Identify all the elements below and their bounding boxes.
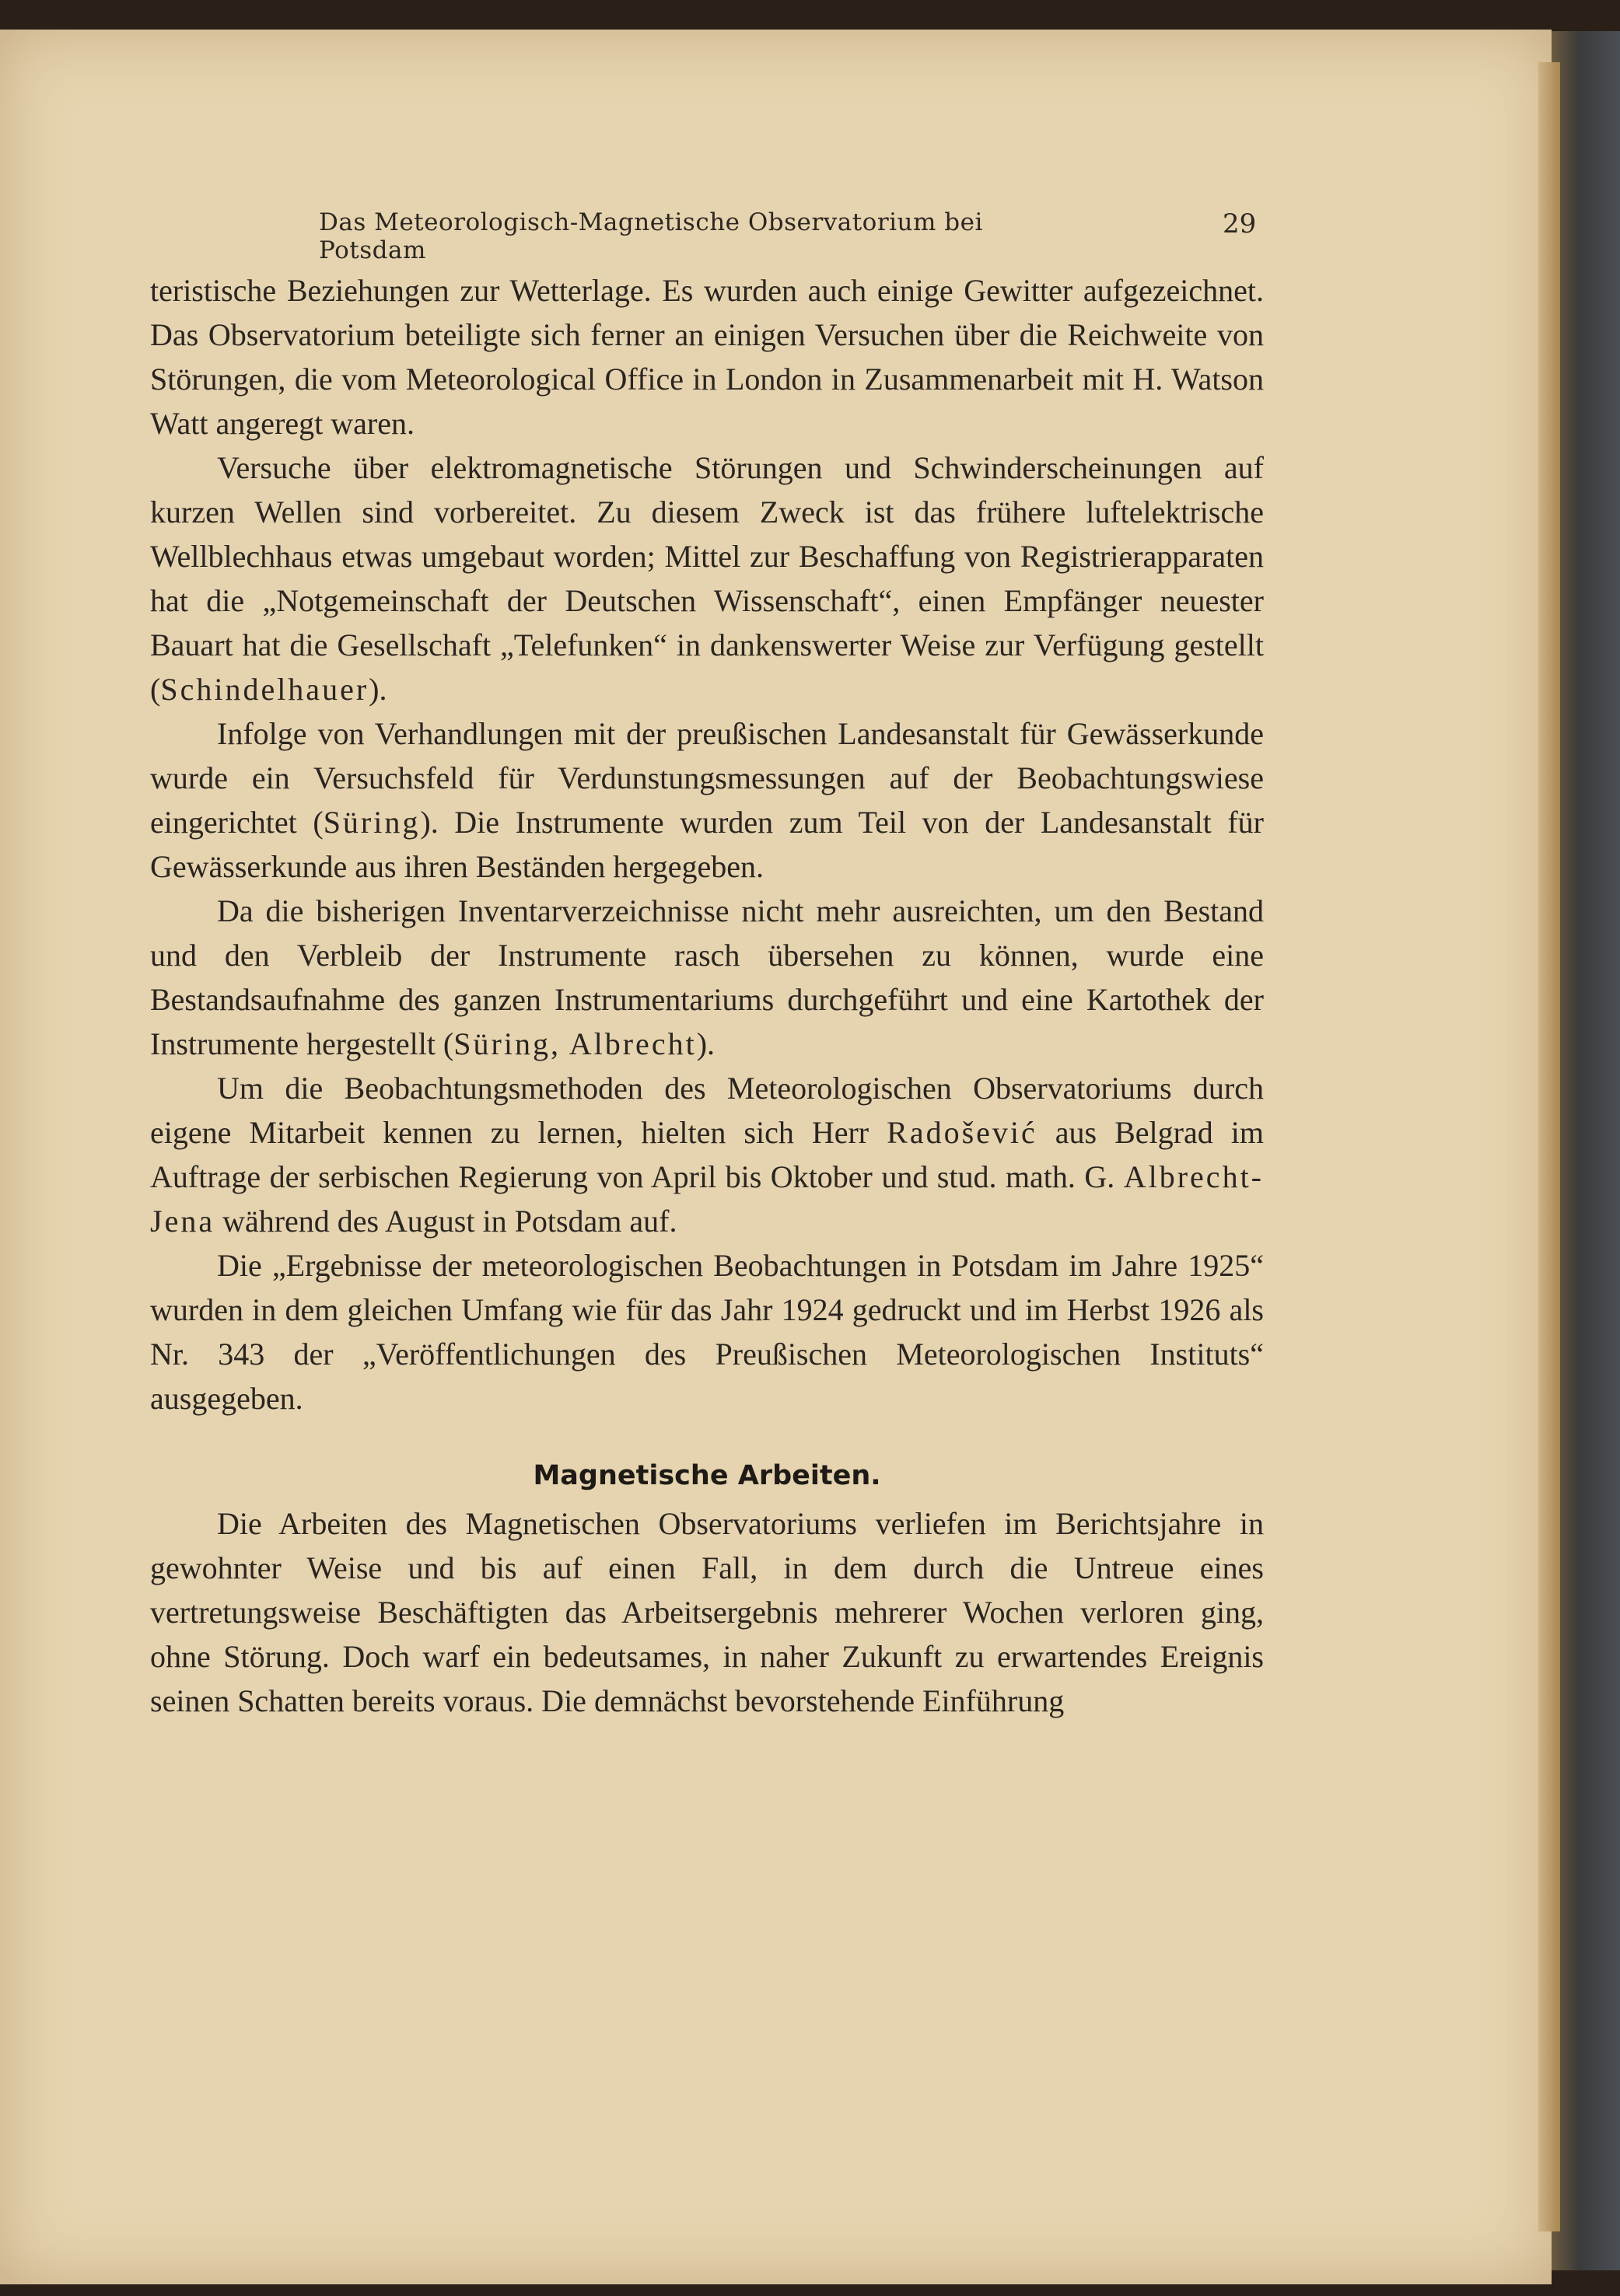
paragraph-6-text: Die „Ergebnisse der meteorologischen Beobachtungen in Potsdam im Jahre 1925“ wurden in dem gleichen Umfang wie für das Jahr 1924 gedruckt und im Herbst 1926 als Nr. 343 der „Veröffentlichungen des Preußischen Meteorologischen Instituts“ ausgegeben.	[150, 1248, 1264, 1416]
paragraph-5-middle: aus Belgrad im Auftrage der serbischen Regierung von April bis Oktober und stud. math. G.	[150, 1115, 1264, 1194]
paragraph-2-tail: ).	[369, 672, 387, 707]
paragraph-3-text: Infolge von Verhandlungen mit der preußischen Landesanstalt für Gewässerkunde wurde ein Versuchsfeld für Verdunstungsmessungen auf der Beobachtungswiese eingerichtet (	[150, 716, 1264, 840]
paragraph-5-person: Radošević	[887, 1115, 1037, 1150]
paragraph-5-text: Um die Beobachtungsmethoden des Meteorologischen Observatoriums durch eigene Mitarbeit kennen zu lernen, hielten sich Herr	[150, 1071, 1264, 1150]
paragraph-6	[150, 1243, 1264, 1421]
paragraph-4-text: Da die bisherigen Inventarverzeichnisse nicht mehr ausreichten, um den Bestand und den Verbleib der Instrumente rasch übersehen zu können, wurde eine Bestandsaufnahme des ganzen Instrumentariums durchgeführt und eine Kartothek der Instrumente hergestellt (	[150, 893, 1264, 1061]
body-text	[150, 268, 1264, 1723]
paragraph-4	[150, 889, 1264, 1066]
section-heading: Magnetische Arbeiten.	[533, 1460, 881, 1491]
page-number: 29	[1223, 208, 1257, 239]
paragraph-2	[150, 446, 1264, 711]
page-edge	[1538, 62, 1560, 2231]
book-spine	[1552, 31, 1620, 2270]
paragraph-5-tail: während des August in Potsdam auf.	[215, 1204, 677, 1239]
paragraph-4-tail: ).	[696, 1026, 716, 1061]
paragraph-1-text: teristische Beziehungen zur Wetterlage. Es wurden auch einige Gewitter aufgezeichnet. Das Observatorium beteiligte sich ferner an einigen Versuchen über die Reichweite von Störungen, die vom Meteorological Office in London in Zusammenarbeit mit H. Watson Watt angeregt waren.	[150, 273, 1264, 441]
section-paragraph	[150, 1501, 1264, 1723]
paragraph-5	[150, 1066, 1264, 1243]
paragraph-1	[150, 268, 1264, 446]
paragraph-3-tail: ). Die Instrumente wurden zum Teil von der Landesanstalt für Gewässerkunde aus ihren Beständen hergegeben.	[150, 805, 1264, 884]
section-paragraph-text: Die Arbeiten des Magnetischen Observatoriums verliefen im Berichtsjahre in gewohnter Weise und bis auf einen Fall, in dem durch die Untreue eines vertretungsweise Beschäftigten das Arbeitsergebnis mehrerer Wochen verloren ging, ohne Störung. Doch warf ein bedeutsames, in naher Zukunft zu erwartendes Ereignis seinen Schatten bereits voraus. Die demnächst bevorstehende Einführung	[150, 1506, 1264, 1718]
paragraph-3	[150, 711, 1264, 889]
paragraph-4-person: Süring, Albrecht	[453, 1026, 697, 1061]
paragraph-2-text: Versuche über elektromagnetische Störungen und Schwinderscheinungen auf kurzen Wellen sind vorbereitet. Zu diesem Zweck ist das frühere luftelektrische Wellblechhaus etwas umgebaut worden; Mittel zur Beschaffung von Registrierapparaten hat die „Notgemeinschaft der Deutschen Wissenschaft“, einen Empfänger neuester Bauart hat die Gesellschaft „Telefunken“ in dankenswerter Weise zur Verfügung gestellt (	[150, 450, 1264, 707]
paragraph-3-person: Süring	[323, 805, 421, 840]
paragraph-5-person-2: Albrecht-Jena	[150, 1159, 1264, 1239]
running-title: Das Meteorologisch-Magnetische Observatorium bei Potsdam	[319, 208, 983, 264]
paragraph-2-person: Schindelhauer	[160, 672, 369, 707]
